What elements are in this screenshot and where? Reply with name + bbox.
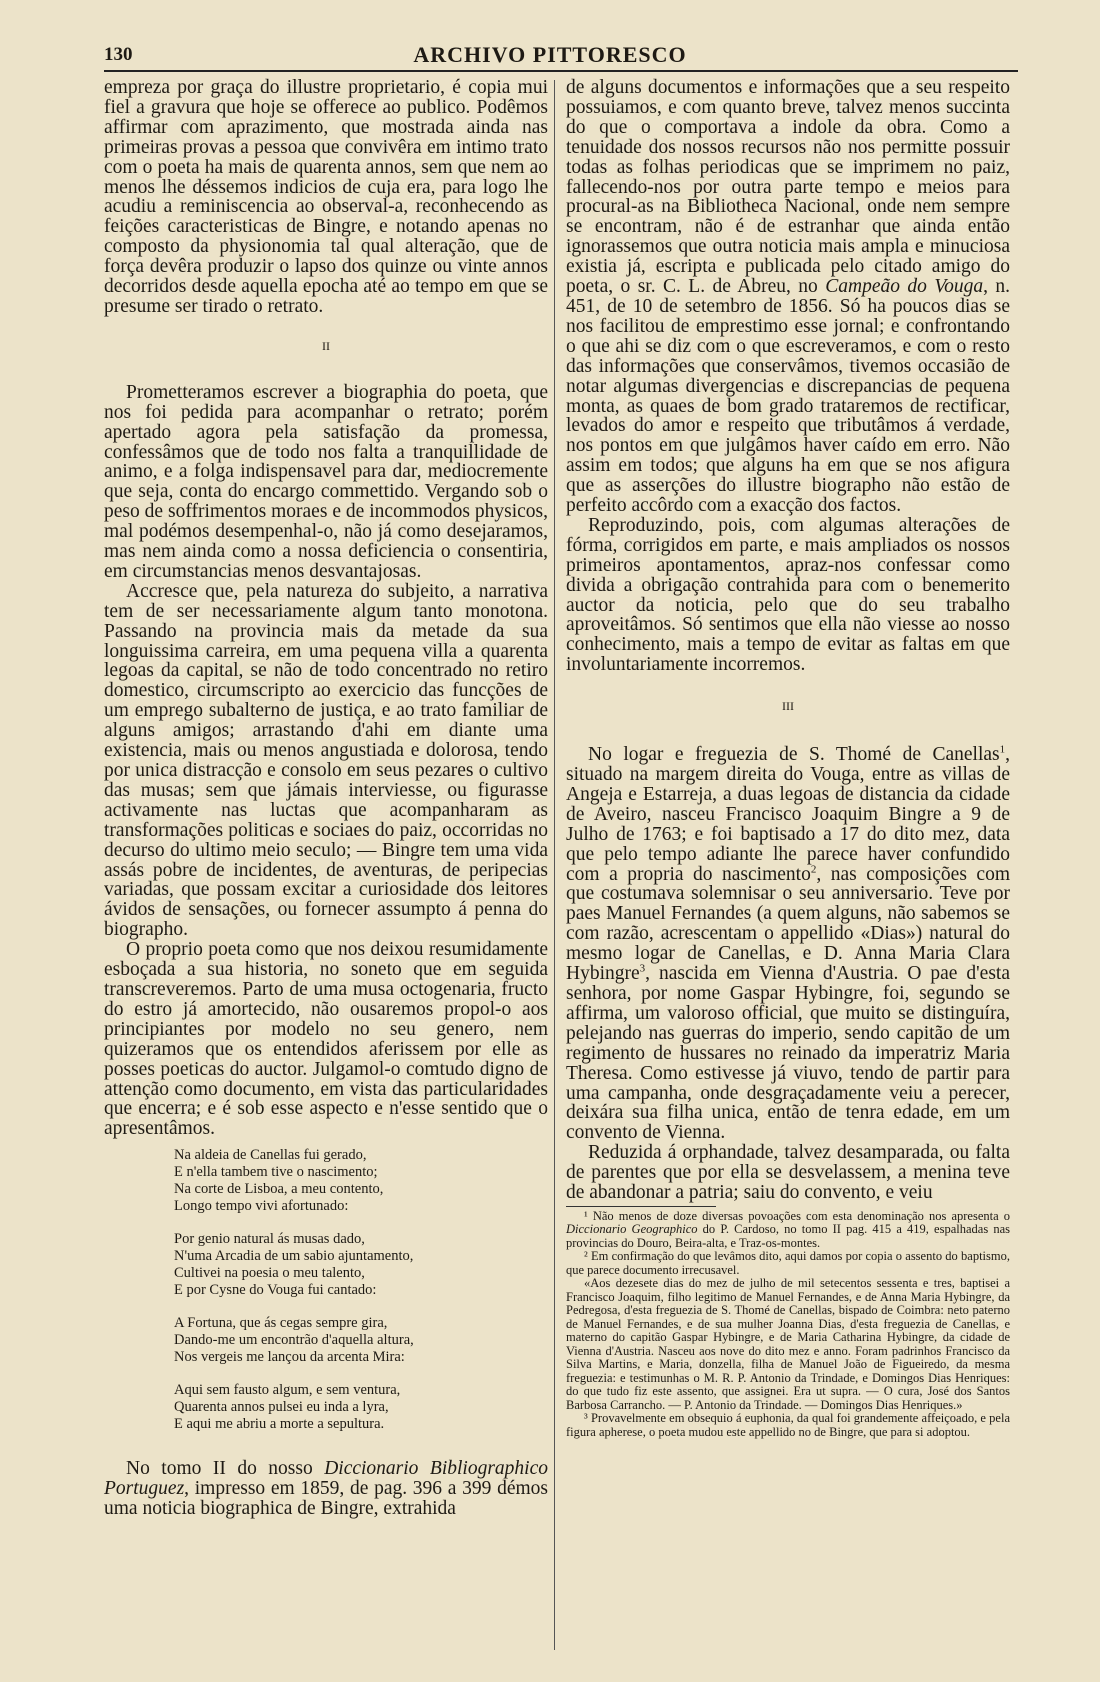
paragraph xyxy=(566,78,1010,516)
header-rule xyxy=(104,70,1018,72)
paragraph: Prometteramos escrever a biographia do poeta, que nos foi pedida para acompanhar o retrato; porém apertado agora pela satisfação da promessa, confessâmos que de todo nos falta a tranquillidade de animo, e a folga indispensavel para dar, mediocremente que seja, conta do encargo commettido. Vergando sob o peso de soffrimentos moraes e de incommodos physicos, mal podémos desempenhal-o, não já como desejaramos, mas nem ainda como a nossa deficiencia o consentiria, em circumstancias menos desvantajosas. xyxy=(104,381,548,582)
sonnet xyxy=(174,1147,548,1433)
paragraph: empreza por graça do illustre proprietario, é copia mui fiel a gravura que hoje se offerece ao publico. Podêmos affirmar com aprazimento, que mostrada ainda nas primeiras provas a pessoa que convivêra em intimo trato com o poeta ha mais de quarenta annos, sem que nem ao menos lhe déssemos indicios de cuja era, para logo lhe acudiu a reminiscencia ao observal-a, reconhecendo as feições caracteristicas de Bingre, e notando apenas no composto da physionomia tal qual alteração, que de força devêra produzir o lapso dos quinze ou vinte annos decorridos desde aquella epocha até ao tempo em que se presume ser tirado o retrato. xyxy=(104,77,548,317)
paragraph: Reduzida á orphandade, talvez desamparada, ou falta de parentes que por ella se desvelassem, a menina teve de abandonar a patria; saiu do convento, e veiu xyxy=(566,1142,1010,1204)
text-run: No logar e freguezia de S. Thomé de Canellas xyxy=(588,744,1000,766)
verse: N'uma Arcadia de um sabio ajuntamento, xyxy=(174,1248,414,1265)
paragraph xyxy=(566,745,1010,1143)
text-run: , nascida em Vienna d'Austria. O pae d'esta senhora, por nome Gaspar Hybingre, foi, segundo se affirma, um valoroso official, que muito se distinguíra, pelejando nas guerras do imperio, sendo capitão de um regimento de hussares no reinado da imperatriz Maria Theresa. Como estivesse já viuvo, tendo de partir para uma campanha, onde desgraçadamente veiu a perecer, deixára sua filha unica, então de tenra edade, em um convento de Vienna. xyxy=(566,963,1010,1144)
footnote-ref: 1 xyxy=(999,743,1006,756)
verse: A Fortuna, que ás cegas sempre gira, xyxy=(174,1315,388,1332)
footnote-ref: 3 xyxy=(639,962,646,975)
left-column xyxy=(104,78,548,1519)
verse: E n'ella tambem tive o nascimento; xyxy=(174,1164,378,1181)
book-title: Diccionario Bibliographico Portuguez xyxy=(104,1458,548,1500)
text-run: , situado na margem direita do Vouga, entre as villas de Angeja e Estarreja, a duas legoas de distancia da cidade de Aveiro, nasceu Francisco Joaquim Bingre a 9 de Julho de 1763; e foi baptisado a 17 do dito mez, data que pelo tempo adiante lhe parece haver confundido com a propria do nascimento xyxy=(566,744,1010,885)
stanza xyxy=(174,1147,548,1215)
stanza xyxy=(174,1315,548,1366)
text-run: do P. Cardoso, no tomo II pag. 415 a 419, espalhadas nas provincias do Douro, Beira-alta, e Traz-os-montes. xyxy=(566,1222,1011,1250)
paragraph xyxy=(104,1459,548,1519)
verse: Na aldeia de Canellas fui gerado, xyxy=(174,1147,367,1164)
text-run: ¹ Não menos de doze diversas povoações com esta denominação nos apresenta o xyxy=(584,1208,1010,1223)
text-run: , n. 451, de 10 de setembro de 1856. Só ha poucos dias se nos facilitou de emprestimo esse jornal; e confrontando o que ahi se diz com o que escreveramos, e com o resto das informações que conservâmos, tivemos occasião de notar algumas divergencias e discrepancias de pequena monta, as quaes de bom grado trataremos de rectificar, levados do amor e respeito que tributâmos á verdade, nos pontos em que julgâmos haver caído em erro. Não assim em todos; que alguns ha em que se nos afigura que as asserções do illustre biographo não estão de perfeito accôrdo com a exacção dos factos. xyxy=(566,276,1011,517)
footnote: ³ Provavelmente em obsequio á euphonia, da qual foi grandemente affeiçoado, e pela figura apherese, o poeta mudou este appellido no de Bingre, que para si adoptou. xyxy=(566,1411,1010,1439)
paragraph: O proprio poeta como que nos deixou resumidamente esboçada a sua historia, no soneto que em seguida transcreveremos. Parto de uma musa octogenaria, fructo do estro já amortecido, não ousaremos propol-o aos principiantes por modelo no seu genero, nem quizeramos que os entendidos aferissem por elle as posses poeticas do auctor. Julgamol-o comtudo digno de attenção como documento, em vista das particularidades que encerra; e é sob esse aspecto e n'esse sentido que o apresentâmos. xyxy=(104,939,548,1140)
verse: Na corte de Lisboa, a meu contento, xyxy=(174,1181,384,1198)
stanza xyxy=(174,1382,548,1433)
verse: E aqui me abriu a morte a sepultura. xyxy=(174,1416,385,1433)
section-heading: II xyxy=(322,338,330,353)
column-divider xyxy=(554,80,555,1650)
verse: Cultivei na poesia o meu talento, xyxy=(174,1265,365,1282)
text-run: No tomo II do nosso xyxy=(126,1458,325,1480)
newspaper-title: Campeão do Vouga xyxy=(825,276,984,298)
verse: Quarenta annos pulsei eu inda a lyra, xyxy=(174,1399,389,1416)
footnote-ref: 2 xyxy=(810,863,817,876)
footnote-separator xyxy=(566,1206,716,1207)
verse: E por Cysne do Vouga fui cantado: xyxy=(174,1282,377,1299)
text-run: , impresso em 1859, de pag. 396 a 399 démos uma noticia biographica de Bingre, extrahida xyxy=(104,1478,548,1520)
section-heading: III xyxy=(782,699,794,714)
text-run: de alguns documentos e informações que a seu respeito possuiamos, e com quanto breve, talvez menos succinta do que o comportava a indole da obra. Como a tenuidade dos nossos recursos não nos permitte possuir todas as folhas periodicas que se imprimem no paiz, fallecendo-nos por outra parte tempo e meios para procural-as na Bibliotheca Nacional, onde nem sempre se encontram, não é de estranhar que ainda então ignorassemos que outra noticia mais ampla e minuciosa existia já, escripta e publicada pelo citado amigo do poeta, o sr. C. L. de Abreu, no xyxy=(566,77,1010,298)
page-number: 130 xyxy=(104,44,133,65)
footnote xyxy=(566,1210,1010,1251)
book-title: Diccionario Geographico xyxy=(566,1222,698,1237)
verse: Longo tempo vivi afortunado: xyxy=(174,1198,349,1215)
running-head: ARCHIVO PITTORESCO xyxy=(413,42,687,67)
right-column xyxy=(566,78,1010,1439)
text-run: , nas composições com que costumava solemnisar o seu anniversario. Teve por paes Manuel Fernandes (a quem alguns, não sabemos se com razão, acrescentam o appellido «Dias») natural do mesmo logar de Canellas, e D. Anna Maria Clara Hybingre xyxy=(566,863,1010,985)
paragraph: Accresce que, pela natureza do subjeito, a narrativa tem de ser necessariamente algum tanto monotona. Passando na provincia mais da metade da sua longuissima carreira, em uma pequena villa a quarenta legoas da capital, se não de todo concentrado no retiro domestico, circumscripto ao exercicio das funcções de um emprego subalterno de justiça, e ao trato familiar de alguns amigos; arrastando d'ahi em diante uma existencia, mais ou menos angustiada e dolorosa, tendo por unica distracção e consolo em seus pezares o cultivo das musas; sem que jámais interviesse, ou figurasse activamente nas luctas que acompanharam as transformações politicas e sociaes do paiz, occorridas no decurso do ultimo meio seculo; — Bingre tem uma vida assás pobre de incidentes, de aventuras, de peripecias variadas, que possam excitar a curiosidade dos leitores ávidos de sensações, ou fornecer assumpto á penna do biographo. xyxy=(104,580,548,941)
verse: Dando-me um encontrão d'aquella altura, xyxy=(174,1332,414,1349)
verse: Por genio natural ás musas dado, xyxy=(174,1231,365,1248)
footnote-quote: «Aos dezesete dias do mez de julho de mil setecentos sessenta e tres, baptisei a Francisco Joaquim, filho legitimo de Manuel Fernandes, e de Anna Maria Hybingre, da Pedregosa, d'esta freguezia de S. Thomé de Canellas, bispado de Coimbra: neto paterno de Manuel Fernandes, e de sua mulher Joanna Dias, d'esta freguezia de Canellas, e materno do capitão Gaspar Hybingre, e de Maria Catharina Hybingre, da cidade de Vienna d'Austria. Nasceu aos nove do dito mez e anno. Foram padrinhos Francisco da Silva Martins, e Maria, donzella, filha de Manuel João de Figueiredo, da mesma freguezia: e testimunhas o M. R. P. Antonio da Trindade, e Domingos Dias Henriques: do que tudo fiz este assento, que assignei. Era ut supra. — O cura, José dos Santos Barbosa Carrancho. — P. Antonio da Trindade. — Domingos Dias Henriques.» xyxy=(566,1276,1010,1412)
paragraph: Reproduzindo, pois, com algumas alterações de fórma, corrigidos em parte, e mais ampliados os nossos primeiros apontamentos, apraz-nos confessar como divida a obrigação contrahida para com o benemerito auctor da noticia, pelo que do seu trabalho aproveitâmos. Só sentimos que ella não viesse ao nosso conhecimento, mais a tempo de evitar as faltas em que involuntariamente incorremos. xyxy=(566,514,1010,676)
verse: Aqui sem fausto algum, e sem ventura, xyxy=(174,1382,401,1399)
footnote: ² Em confirmação do que levâmos dito, aqui damos por copia o assento do baptismo, que parece documento irrecusavel. xyxy=(566,1249,1010,1277)
stanza xyxy=(174,1231,548,1299)
verse: Nos vergeis me lançou da arcenta Mira: xyxy=(174,1349,405,1366)
